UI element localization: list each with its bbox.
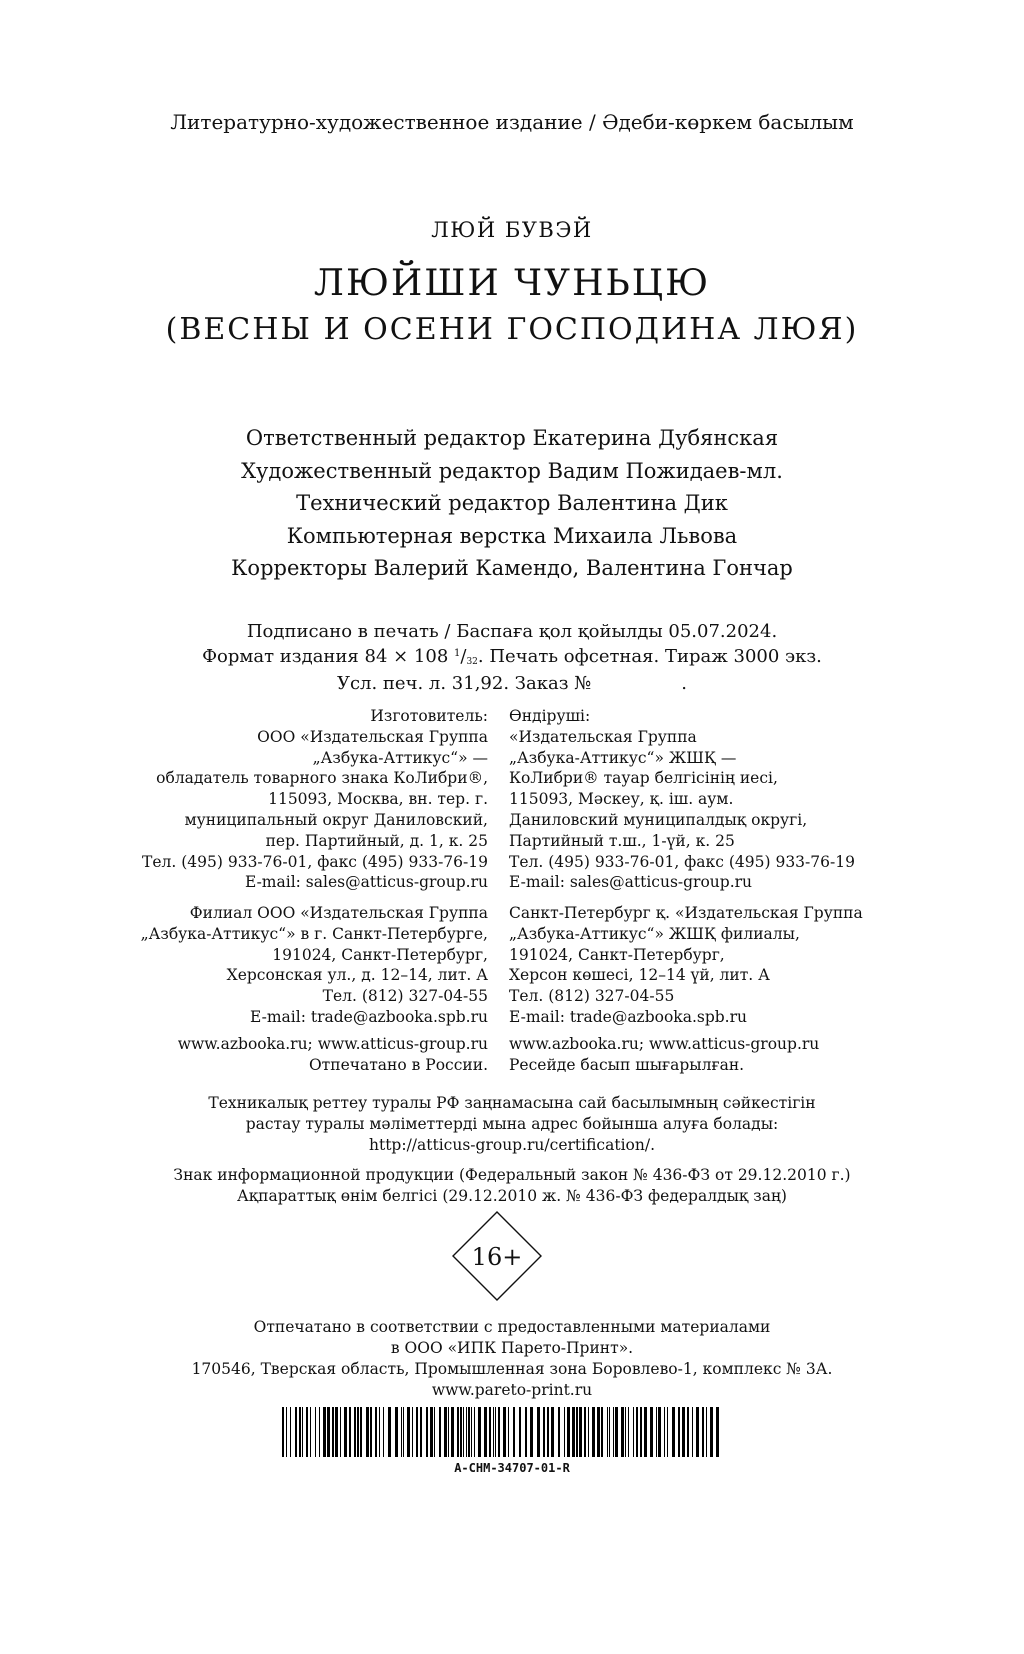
barcode-bar [609, 1407, 610, 1457]
address-line: Өндіруші: [509, 707, 591, 725]
staff-line: Корректоры Валерий Камендо, Валентина Гончар [231, 556, 793, 580]
series-label: Литературно-художественное издание / Әдеби-көркем басылым [170, 110, 854, 134]
age-rating-text: 16+ [471, 1243, 523, 1271]
barcode-bar [349, 1407, 351, 1457]
barcode-bar [360, 1407, 362, 1457]
barcode-bar [383, 1407, 384, 1457]
barcode-bar [299, 1407, 301, 1457]
barcode-bar [403, 1407, 404, 1457]
info-sign-line: Знак информационной продукции (Федеральный закон № 436-ФЗ от 29.12.2010 г.) [173, 1166, 851, 1184]
address-line[interactable]: www.azbooka.ru; www.atticus-group.ru [177, 1035, 488, 1053]
book-title: ЛЮЙШИ ЧУНЬЦЮ [313, 263, 711, 304]
barcode-bar [667, 1407, 668, 1457]
barcode-bar [319, 1407, 320, 1457]
staff-line: Художественный редактор Вадим Пожидаев-мл. [241, 458, 783, 483]
barcode-bar [306, 1407, 308, 1457]
barcode-bar [607, 1407, 608, 1457]
barcode-bar [687, 1407, 689, 1457]
barcode-bar [547, 1407, 549, 1457]
barcode-bar [601, 1407, 603, 1457]
address-line[interactable]: E-mail: trade@azbooka.spb.ru [250, 1007, 488, 1026]
format-suffix: . Печать офсетная. Тираж 3000 экз. [477, 646, 822, 667]
barcode-bar [576, 1407, 578, 1457]
barcode-bar [498, 1407, 500, 1457]
barcode-bar [650, 1407, 653, 1457]
barcode-bar [678, 1407, 680, 1457]
barcode-bar [451, 1407, 454, 1457]
barcode-bar [508, 1407, 509, 1457]
address-line: Тел. (812) 327-04-55 [509, 987, 675, 1006]
barcode-bar [543, 1407, 545, 1457]
barcode-bar [315, 1407, 316, 1457]
barcode-bar [327, 1407, 330, 1457]
barcode-bar [370, 1407, 372, 1457]
barcode-bar [513, 1407, 515, 1457]
barcode-bar [439, 1407, 441, 1457]
print-info [0, 621, 1024, 695]
address-line: Отпечатано в России. [308, 1055, 488, 1074]
barcode-bar [592, 1407, 595, 1457]
barcode-bar [503, 1407, 506, 1457]
barcode-bar [407, 1407, 410, 1457]
address-line: Изготовитель: [370, 707, 488, 725]
barcode-bar [567, 1407, 570, 1457]
barcode-bar [672, 1407, 675, 1457]
barcode-bar [332, 1407, 334, 1457]
printer-line: в ООО «ИПК Парето-Принт». [390, 1339, 634, 1357]
info-sign-line: Ақпараттық өнім белгісі (29.12.2010 ж. № 436-ФЗ федералдық заң) [237, 1187, 787, 1205]
barcode-bar [658, 1407, 661, 1457]
format-line: Формат издания 84 × 108 $^1/_{32}$. Печать офсетная. Тираж 3000 экз. [202, 646, 822, 667]
barcode-bar [310, 1407, 311, 1457]
barcode-bar [551, 1407, 554, 1457]
barcode-bar [290, 1407, 291, 1457]
manufacturer-kz [509, 706, 929, 893]
address-line: „Азбука-Аттикус“» ЖШҚ — [509, 748, 737, 767]
barcode-bar [426, 1407, 428, 1457]
address-line: 115093, Мәскеу, қ. іш. аум. [509, 790, 734, 809]
barcode-bar [615, 1407, 618, 1457]
address-line: „Азбука-Аттикус“» — [312, 748, 488, 767]
barcode-bar [597, 1407, 600, 1457]
barcode-bar [295, 1407, 297, 1457]
format-numerator: 1 [454, 648, 461, 659]
volume-line [0, 673, 1024, 695]
barcode-bar [401, 1407, 402, 1457]
address-line[interactable]: E-mail: sales@atticus-group.ru [509, 873, 753, 892]
barcode-bar [286, 1407, 287, 1457]
barcode-bar [525, 1407, 527, 1457]
format-denominator: 32 [466, 657, 478, 667]
address-line: обладатель товарного знака КоЛибри®, [156, 769, 488, 788]
manufacturer-ru [68, 706, 488, 893]
barcode-bar [344, 1407, 347, 1457]
printer-link[interactable]: www.pareto-print.ru [431, 1381, 593, 1399]
barcode-bar [656, 1407, 657, 1457]
barcode-bar [434, 1407, 435, 1457]
barcode-bar [468, 1407, 470, 1457]
barcode-bar [625, 1407, 626, 1457]
barcode-bar [696, 1407, 699, 1457]
barcode-bar [579, 1407, 582, 1457]
address-line: пер. Партийный, д. 1, к. 25 [265, 831, 488, 850]
barcode-bar [420, 1407, 422, 1457]
branch-kz [509, 903, 929, 1028]
barcode-bar [519, 1407, 521, 1457]
barcode-bar [493, 1407, 494, 1457]
barcode-bar [395, 1407, 398, 1457]
barcode-bar [628, 1407, 629, 1457]
cert-line: растау туралы мәліметтерді мына адрес бойынша алуға болады: [245, 1115, 779, 1133]
address-line[interactable]: E-mail: sales@atticus-group.ru [244, 873, 488, 892]
address-line: Даниловский муниципалдық округі, [509, 810, 808, 829]
printer-line: 170546, Тверская область, Промышленная зона Боровлево-1, комплекс № 3А. [191, 1360, 833, 1378]
barcode-bar [335, 1407, 338, 1457]
barcode-bar [564, 1407, 565, 1457]
barcode-bar [412, 1407, 413, 1457]
volume-text: Усл. печ. л. 31,92. Заказ № [336, 673, 592, 694]
cert-line: Техникалық реттеу туралы РФ заңнамасына сай басылымның сәйкестігін [208, 1094, 816, 1112]
address-line: Тел. (812) 327-04-55 [322, 987, 488, 1006]
address-line: 191024, Санкт-Петербург, [272, 945, 488, 964]
printer-line: Отпечатано в соответствии с предоставленными материалами [253, 1318, 771, 1336]
address-line[interactable]: www.azbooka.ru; www.atticus-group.ru [509, 1035, 820, 1053]
barcode-bar [388, 1407, 391, 1457]
barcode-bar [323, 1407, 326, 1457]
barcode-bar [366, 1407, 369, 1457]
barcode-bar [448, 1407, 449, 1457]
barcode-bar [375, 1407, 377, 1457]
staff-line: Компьютерная верстка Михаила Львова [286, 523, 738, 548]
address-line: „Азбука-Аттикус“» в г. Санкт-Петербурге, [140, 924, 488, 943]
editorial-staff [0, 422, 1024, 585]
barcode-bar [716, 1407, 719, 1457]
author-name: ЛЮЙ БУВЭЙ [431, 218, 593, 242]
address-line: „Азбука-Аттикус“» ЖШҚ филиалы, [509, 924, 800, 943]
barcode-bar [572, 1407, 575, 1457]
web-kz [509, 1034, 929, 1076]
address-line: Херсонская ул., д. 12–14, лит. А [226, 966, 488, 985]
barcode-bar [613, 1407, 614, 1457]
barcode-bar [644, 1407, 647, 1457]
barcode-bar [430, 1407, 433, 1457]
volume-end: . [681, 673, 688, 694]
barcode-bar [558, 1407, 560, 1457]
staff-line: Технический редактор Валентина Дик [296, 491, 728, 515]
barcode-bar [537, 1407, 540, 1457]
barcode-bar [302, 1407, 303, 1457]
address-line: Тел. (495) 933-76-01, факс (495) 933-76-19 [509, 852, 855, 871]
barcode-bar [457, 1407, 459, 1457]
staff-line: Ответственный редактор Екатерина Дубянская [245, 426, 779, 450]
barcode-bar [584, 1407, 586, 1457]
barcode-bar [444, 1407, 447, 1457]
barcode-caption: A-CHM-34707-01-R [454, 1461, 570, 1475]
printer-info [0, 1317, 1024, 1401]
address-line: ООО «Издательская Группа [257, 727, 488, 746]
barcode-bar [484, 1407, 487, 1457]
address-line: Херсон көшесі, 12–14 үй, лит. А [509, 966, 770, 985]
barcode-bar [460, 1407, 462, 1457]
barcode-bar [495, 1407, 496, 1457]
barcode-bar [636, 1407, 638, 1457]
address-line: 115093, Москва, вн. тер. г. [268, 790, 488, 809]
barcode-bar [530, 1407, 533, 1457]
barcode-bar [474, 1407, 475, 1457]
barcode-bar [682, 1407, 685, 1457]
barcode-bar [466, 1407, 467, 1457]
address-line: муниципальный округ Даниловский, [184, 810, 488, 829]
barcode-bar [463, 1407, 464, 1457]
address-line: Санкт-Петербург қ. «Издательская Группа [509, 904, 863, 922]
barcode-bar [478, 1407, 481, 1457]
barcode-bar [357, 1407, 359, 1457]
address-line: Ресейде басып шығарылған. [509, 1055, 745, 1074]
barcode-bar [640, 1407, 642, 1457]
address-line: КоЛибри® тауар белгісінің иесі, [509, 769, 778, 788]
branch-ru [68, 903, 488, 1028]
barcode-bar [706, 1407, 707, 1457]
certification-note [0, 1093, 1024, 1156]
barcode-bar [633, 1407, 634, 1457]
barcode-bar [692, 1407, 693, 1457]
signed-line: Подписано в печать / Баспаға қол қойылды 05.07.2024. [246, 621, 778, 642]
address-line[interactable]: E-mail: trade@azbooka.spb.ru [509, 1007, 747, 1026]
info-sign-note [0, 1165, 1024, 1207]
barcode-bar [416, 1407, 418, 1457]
barcode-bar [710, 1407, 713, 1457]
address-line: «Издательская Группа [509, 727, 697, 746]
address-line: Филиал ООО «Издательская Группа [189, 904, 488, 922]
barcode-bar [471, 1407, 472, 1457]
barcode-bar [621, 1407, 624, 1457]
book-subtitle: (ВЕСНЫ И ОСЕНИ ГОСПОДИНА ЛЮЯ) [165, 312, 859, 347]
address-line: Партийный т.ш., 1-үй, к. 25 [509, 831, 735, 850]
barcode-bar [588, 1407, 589, 1457]
barcode-bar [489, 1407, 491, 1457]
barcode-bar [354, 1407, 356, 1457]
barcode-bar [340, 1407, 341, 1457]
address-line: Тел. (495) 933-76-01, факс (495) 933-76-19 [142, 852, 488, 871]
barcode-bar [379, 1407, 380, 1457]
age-rating-badge [452, 1211, 542, 1301]
cert-link[interactable]: http://atticus-group.ru/certification/. [368, 1136, 655, 1154]
format-prefix: Формат издания 84 × 108 [202, 646, 454, 667]
barcode-bar [664, 1407, 665, 1457]
web-ru [68, 1034, 488, 1076]
address-line: 191024, Санкт-Петербург, [509, 945, 725, 964]
barcode-bar [702, 1407, 704, 1457]
barcode-icon [282, 1407, 720, 1457]
barcode-bar [282, 1407, 284, 1457]
